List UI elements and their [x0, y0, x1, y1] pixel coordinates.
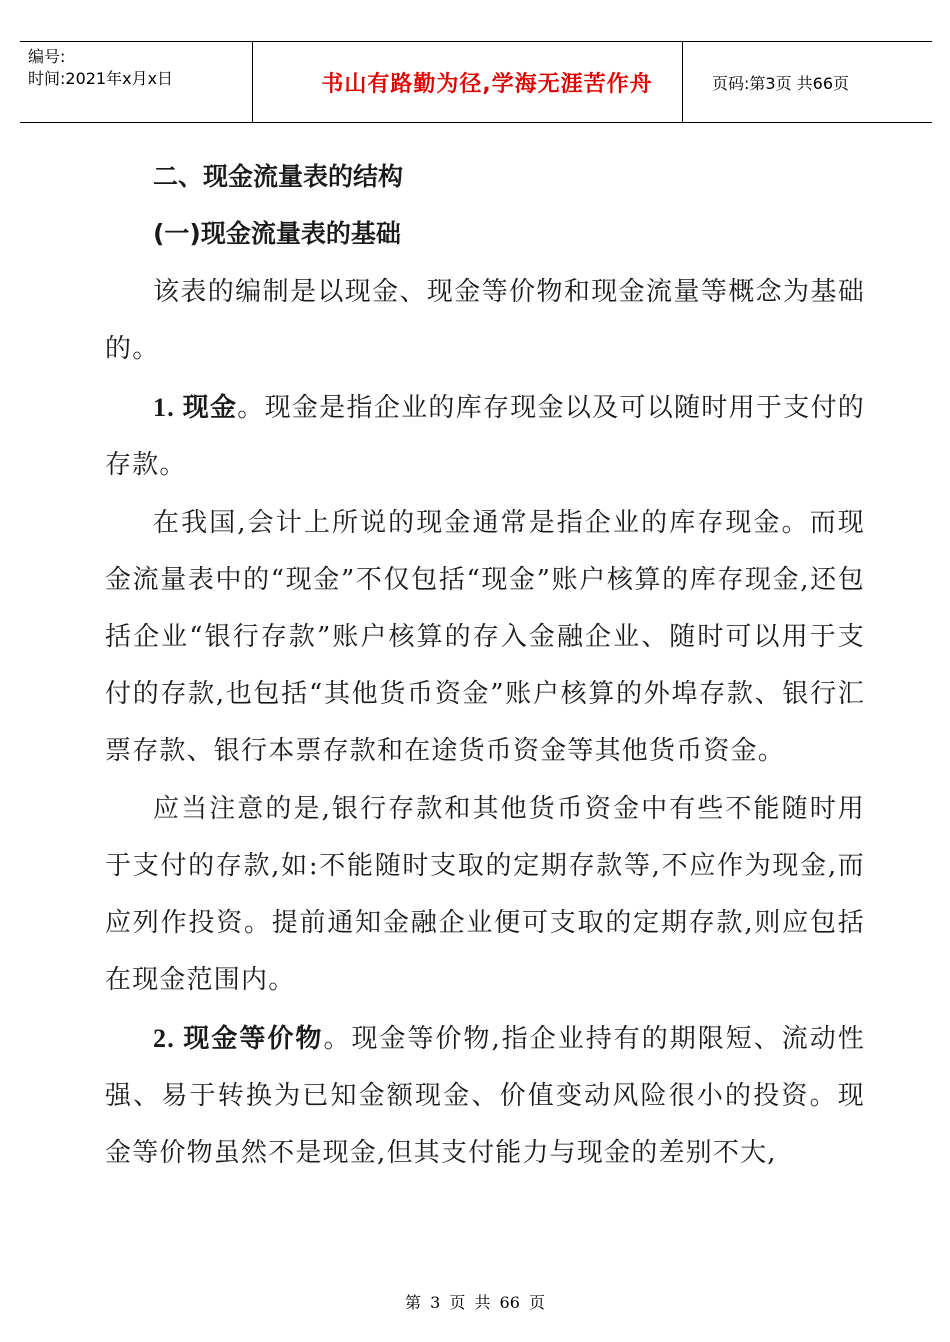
page-footer: 第 3 页 共 66 页 [405, 1293, 545, 1312]
header-motto: 书山有路勤为径,学海无涯苦作舟 [321, 71, 653, 97]
header-meta [28, 46, 256, 90]
page-header [20, 41, 932, 123]
section-title: 二、现金流量表的结构 [153, 162, 404, 191]
term-cash: 1. 现金 [153, 393, 238, 422]
header-page-code: 页码:第3页 共66页 [712, 73, 850, 93]
subsection-title: (一)现金流量表的基础 [153, 219, 401, 248]
equivalents-definition: 。现金等价物,指企业持有的期限短、流动性强、易于转换为已知金额现金、价值变动风险很小的投资。现金等价物虽然不是现金,但其支付能力与现金的差别不大, [105, 1024, 865, 1168]
time-label: 时间:2021年x月x日 [28, 69, 174, 88]
paragraph-china: 在我国,会计上所说的现金通常是指企业的库存现金。而现金流量表中的“现金”不仅包括“现金”账户核算的库存现金,还包括企业“银行存款”账户核算的存入金融企业、随时可以用于支付的存款,也包括“其他货币资金”账户核算的外埠存款、银行汇票存款、银行本票存款和在途货币资金等其他货币资金。 [105, 508, 865, 766]
header-divider [252, 42, 253, 122]
header-divider [682, 42, 683, 122]
document-body [105, 150, 865, 1183]
paragraph-cash [105, 379, 865, 495]
paragraph-equivalents [105, 1010, 865, 1183]
number-label: 编号: [28, 47, 66, 66]
paragraph-intro: 该表的编制是以现金、现金等价物和现金流量等概念为基础的。 [105, 277, 865, 364]
term-cash-equivalents: 2. 现金等价物 [153, 1024, 324, 1053]
cash-definition: 。现金是指企业的库存现金以及可以随时用于支付的存款。 [105, 393, 865, 480]
paragraph-note: 应当注意的是,银行存款和其他货币资金中有些不能随时用于支付的存款,如:不能随时支取的定期存款等,不应作为现金,而应列作投资。提前通知金融企业便可支取的定期存款,则应包括在现金范围内。 [105, 794, 865, 995]
